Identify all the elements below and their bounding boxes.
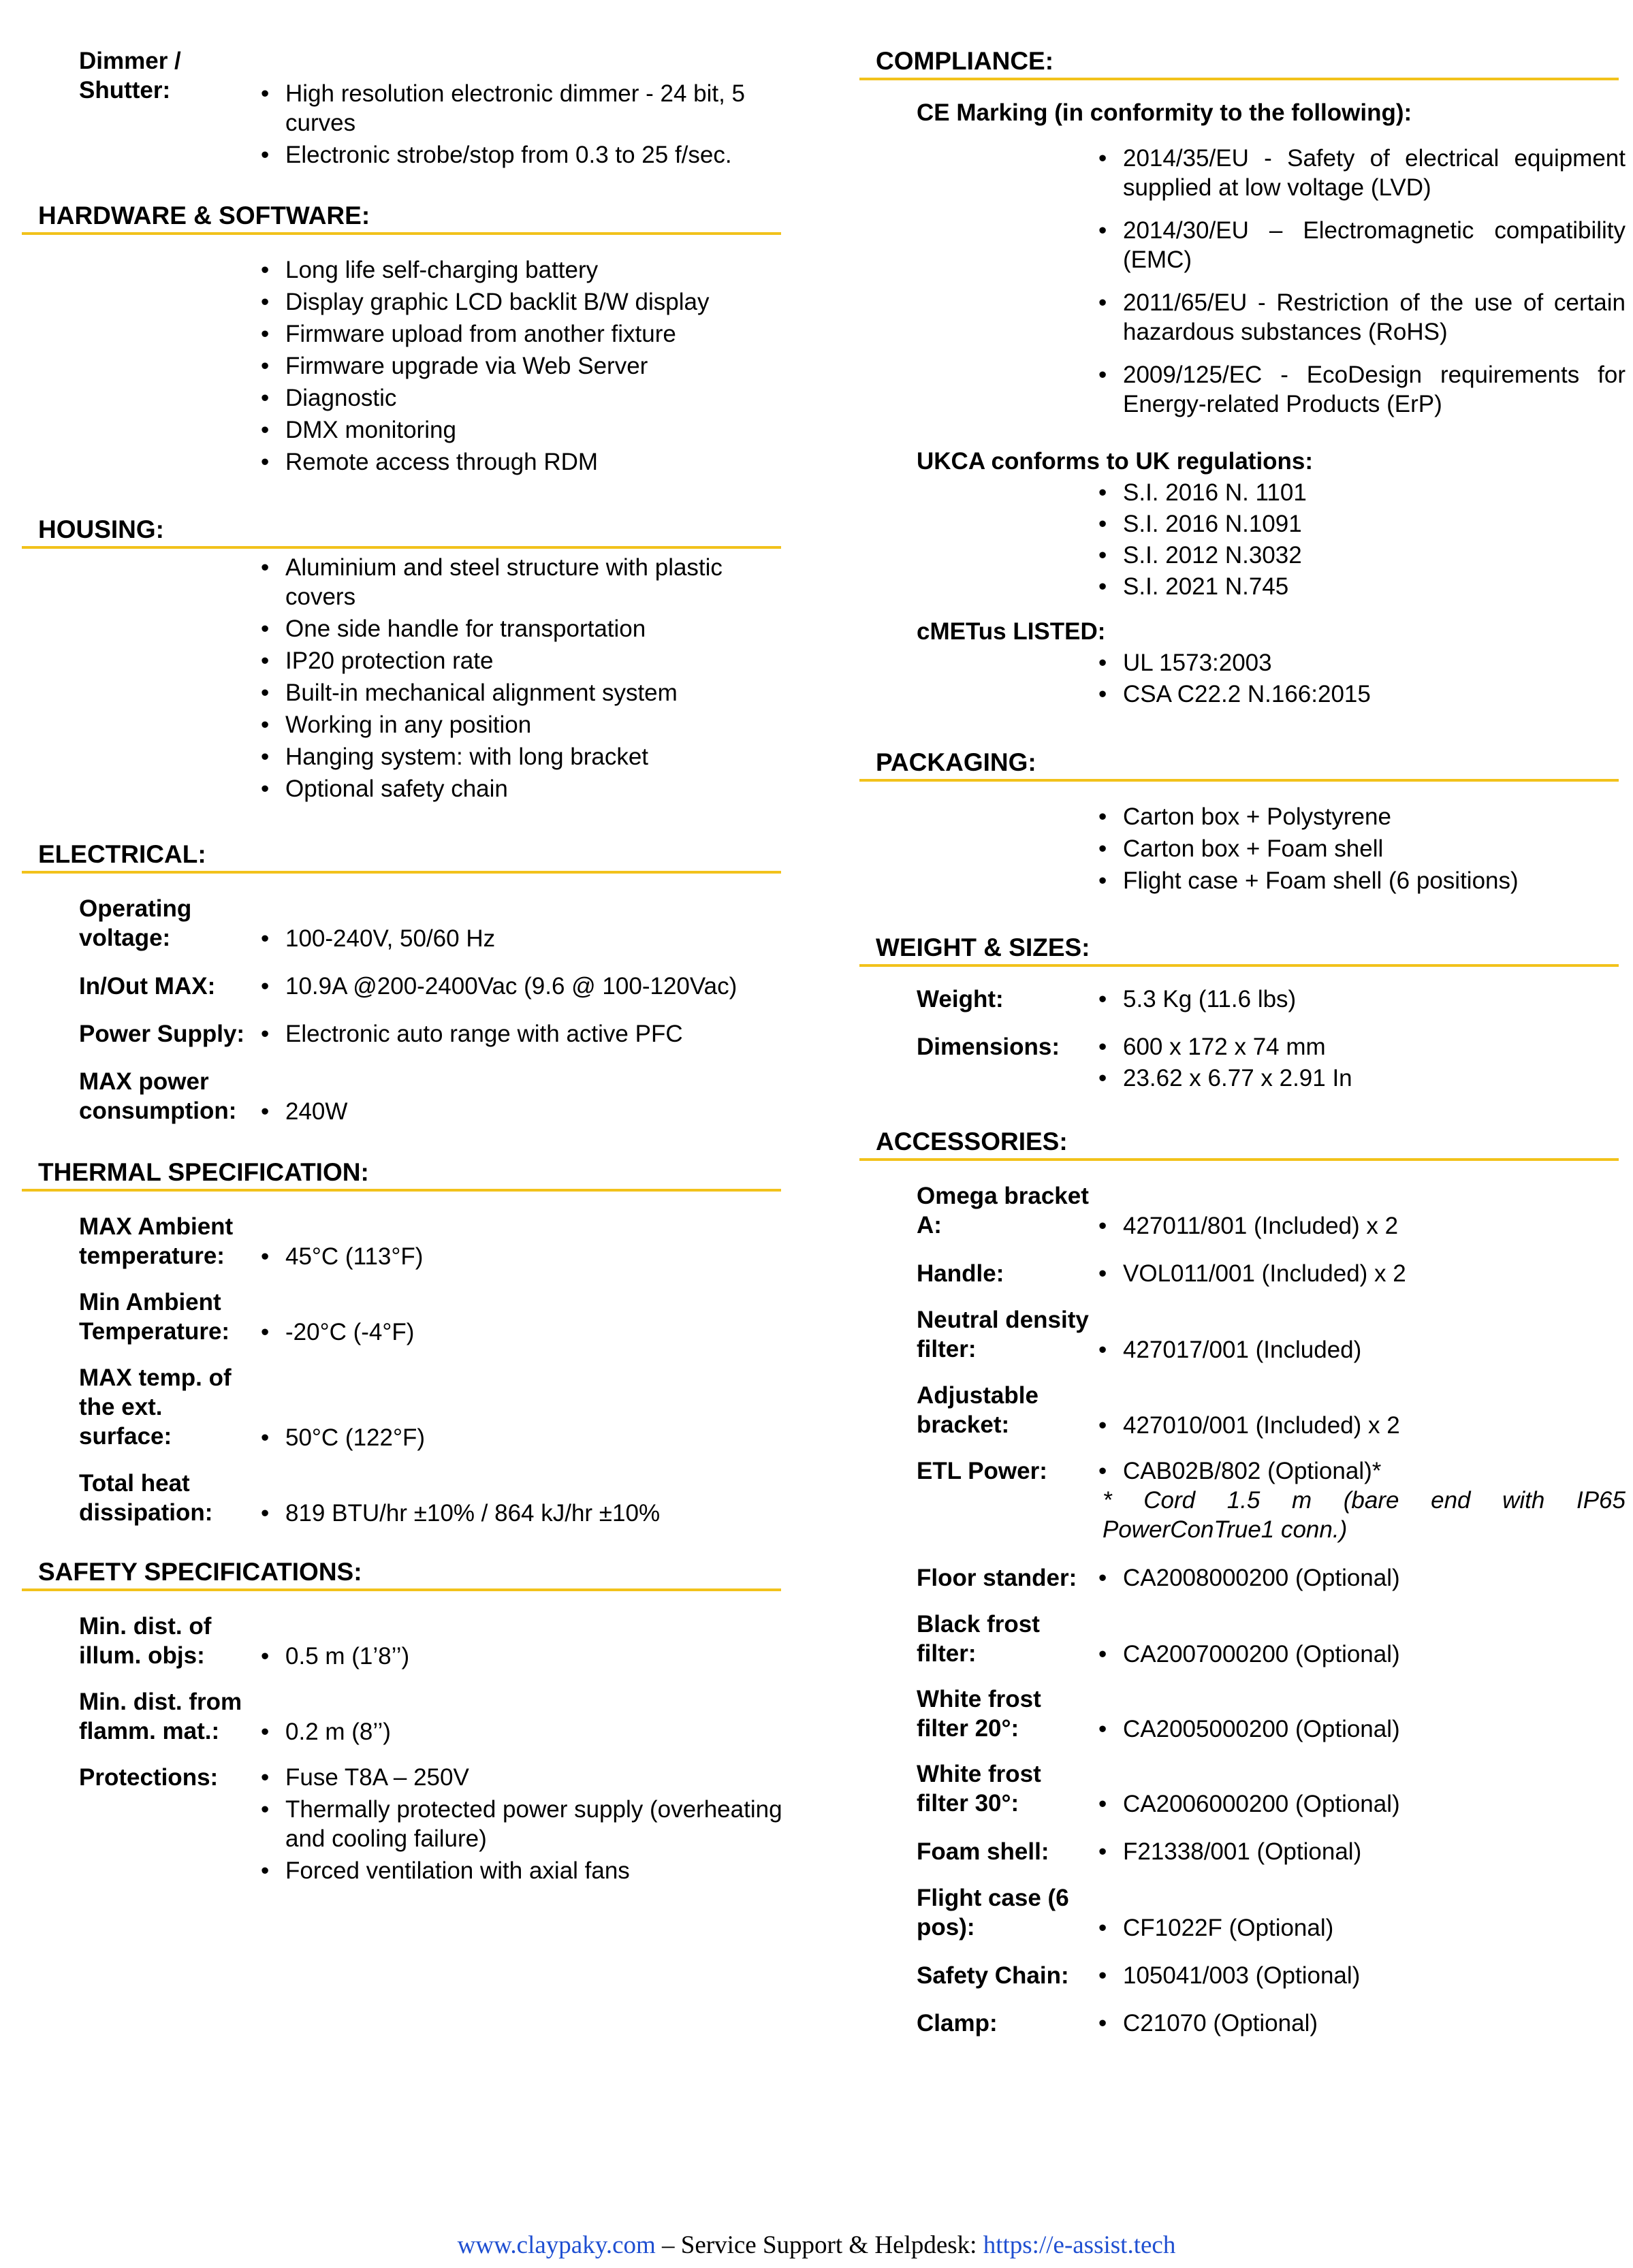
spec-value: • -20°C (-4°F) bbox=[257, 1317, 788, 1347]
dimmer-label: Dimmer / Shutter: bbox=[79, 48, 181, 103]
list-item: • Flight case + Foam shell (6 positions) bbox=[1094, 866, 1626, 895]
electrical-heading: ELECTRICAL: bbox=[22, 840, 781, 874]
accessories-section bbox=[859, 1127, 1626, 2037]
spec-label: Power Supply: bbox=[79, 1021, 245, 1047]
weight-section bbox=[859, 933, 1619, 1091]
spec-label: Min Ambient Temperature: bbox=[79, 1289, 230, 1345]
spec-label: Black frost filter: bbox=[917, 1611, 1040, 1667]
safety-heading: SAFETY SPECIFICATIONS: bbox=[22, 1557, 781, 1591]
spec-label: Omega bracket A: bbox=[917, 1183, 1089, 1239]
spec-value: • 0.5 m (1’8’’) bbox=[257, 1642, 788, 1671]
spec-value: • 427010/001 (Included) x 2 bbox=[1094, 1411, 1626, 1440]
packaging-section bbox=[859, 748, 1619, 894]
list-item: • DMX monitoring bbox=[257, 415, 788, 445]
ce-label: CE Marking (in conformity to the following): bbox=[917, 99, 1412, 126]
packaging-items bbox=[1094, 802, 1626, 898]
protections-label: Protections: bbox=[79, 1764, 219, 1791]
list-item: • Electronic strobe/stop from 0.3 to 25 f/sec. bbox=[257, 140, 788, 170]
list-item: • Built-in mechanical alignment system bbox=[257, 678, 788, 707]
dimmer-items bbox=[257, 79, 788, 172]
list-item: • One side handle for transportation bbox=[257, 614, 788, 643]
ce-items bbox=[1094, 144, 1626, 421]
spec-label: Safety Chain: bbox=[917, 1962, 1069, 1989]
list-item: • Working in any position bbox=[257, 710, 788, 739]
spec-value: • VOL011/001 (Included) x 2 bbox=[1094, 1259, 1626, 1288]
spec-value: • 105041/003 (Optional) bbox=[1094, 1961, 1626, 1990]
spec-label: Flight case (6 pos): bbox=[917, 1885, 1069, 1940]
hardware-heading: HARDWARE & SOFTWARE: bbox=[22, 201, 781, 235]
spec-label: Min. dist. from flamm. mat.: bbox=[79, 1689, 242, 1744]
spec-value: • CA2007000200 (Optional) bbox=[1094, 1640, 1626, 1669]
weight-heading: WEIGHT & SIZES: bbox=[859, 933, 1619, 967]
hardware-section bbox=[22, 201, 781, 475]
cmet-items bbox=[1094, 648, 1626, 712]
list-item: • 2009/125/EC - EcoDesign requirements for Energy-related Products (ErP) bbox=[1094, 360, 1626, 419]
list-item: • Remote access through RDM bbox=[257, 447, 788, 477]
list-item: • Optional safety chain bbox=[257, 774, 788, 803]
spec-value: • 240W bbox=[257, 1097, 788, 1126]
list-item: • Display graphic LCD backlit B/W display bbox=[257, 287, 788, 317]
list-item: • S.I. 2016 N.1091 bbox=[1094, 509, 1626, 539]
spec-label: Adjustable bracket: bbox=[917, 1382, 1039, 1438]
spec-value: • CA2006000200 (Optional) bbox=[1094, 1789, 1626, 1819]
cmet-label: cMETus LISTED: bbox=[917, 618, 1106, 645]
spec-value: • 600 x 172 x 74 mm bbox=[1094, 1032, 1626, 1061]
list-item: • Firmware upload from another fixture bbox=[257, 319, 788, 349]
spec-label: White frost filter 20°: bbox=[917, 1686, 1041, 1742]
list-item: • Carton box + Foam shell bbox=[1094, 834, 1626, 863]
spec-label: Handle: bbox=[917, 1260, 1004, 1287]
list-item: • UL 1573:2003 bbox=[1094, 648, 1626, 677]
etl-note: * Cord 1.5 m (bare end with IP65 PowerConTrue1 conn.) bbox=[1103, 1487, 1626, 1543]
spec-label: Neutral density filter: bbox=[917, 1307, 1089, 1362]
spec-value: • Electronic auto range with active PFC bbox=[257, 1019, 788, 1049]
spec-value: • 23.62 x 6.77 x 2.91 In bbox=[1094, 1064, 1626, 1093]
spec-value: • 100-240V, 50/60 Hz bbox=[257, 924, 788, 953]
helpdesk-link[interactable]: https://e-assist.tech bbox=[983, 2231, 1176, 2259]
list-item: • High resolution electronic dimmer - 24 bit, 5 curves bbox=[257, 79, 788, 138]
compliance-section bbox=[859, 46, 1626, 707]
spec-value: • 10.9A @200-2400Vac (9.6 @ 100-120Vac) bbox=[257, 972, 788, 1001]
spec-label: Weight: bbox=[917, 986, 1004, 1012]
spec-label: Total heat dissipation: bbox=[79, 1470, 213, 1526]
list-item: • S.I. 2021 N.745 bbox=[1094, 572, 1626, 601]
compliance-heading: COMPLIANCE: bbox=[859, 46, 1619, 80]
spec-value: • CAB02B/802 (Optional)* bbox=[1094, 1456, 1626, 1486]
spec-label: Floor stander: bbox=[917, 1565, 1077, 1591]
safety-section bbox=[22, 1557, 782, 1884]
list-item: • Forced ventilation with axial fans bbox=[257, 1856, 788, 1885]
spec-label: Dimensions: bbox=[917, 1034, 1060, 1060]
spec-label: Foam shell: bbox=[917, 1838, 1049, 1865]
hardware-items bbox=[257, 255, 788, 479]
spec-value: • F21338/001 (Optional) bbox=[1094, 1837, 1626, 1866]
list-item: • Diagnostic bbox=[257, 383, 788, 413]
list-item: • Firmware upgrade via Web Server bbox=[257, 351, 788, 381]
spec-value: • 0.2 m (8’’) bbox=[257, 1717, 788, 1746]
list-item: • S.I. 2016 N. 1101 bbox=[1094, 478, 1626, 507]
page-footer bbox=[0, 2231, 1633, 2261]
list-item: • 2014/35/EU - Safety of electrical equipment supplied at low voltage (LVD) bbox=[1094, 144, 1626, 202]
spec-label: In/Out MAX: bbox=[79, 973, 216, 1000]
list-item: • S.I. 2012 N.3032 bbox=[1094, 541, 1626, 570]
protections-items bbox=[257, 1763, 788, 1888]
ukca-items bbox=[1094, 478, 1626, 604]
spec-value: • CF1022F (Optional) bbox=[1094, 1913, 1626, 1943]
list-item: • 2014/30/EU – Electromagnetic compatibility (EMC) bbox=[1094, 216, 1626, 274]
spec-value: • C21070 (Optional) bbox=[1094, 2009, 1626, 2038]
spec-label: MAX Ambient temperature: bbox=[79, 1213, 234, 1269]
spec-label: Clamp: bbox=[917, 2010, 998, 2037]
website-link[interactable]: www.claypaky.com bbox=[457, 2231, 656, 2259]
list-item: • Aluminium and steel structure with plastic covers bbox=[257, 553, 788, 611]
list-item: • CSA C22.2 N.166:2015 bbox=[1094, 680, 1626, 709]
list-item: • Fuse T8A – 250V bbox=[257, 1763, 788, 1792]
spec-value: • 427011/801 (Included) x 2 bbox=[1094, 1211, 1626, 1241]
housing-section bbox=[22, 515, 781, 802]
accessories-heading: ACCESSORIES: bbox=[859, 1127, 1619, 1161]
spec-value: • 45°C (113°F) bbox=[257, 1242, 788, 1271]
ukca-label: UKCA conforms to UK regulations: bbox=[917, 448, 1314, 475]
thermal-heading: THERMAL SPECIFICATION: bbox=[22, 1157, 781, 1192]
spec-value: • 5.3 Kg (11.6 lbs) bbox=[1094, 985, 1626, 1014]
spec-label: MAX temp. of the ext. surface: bbox=[79, 1364, 232, 1450]
spec-label: MAX power consumption: bbox=[79, 1068, 237, 1124]
list-item: • Carton box + Polystyrene bbox=[1094, 802, 1626, 831]
spec-value: • 427017/001 (Included) bbox=[1094, 1335, 1626, 1364]
thermal-section bbox=[22, 1157, 781, 1527]
list-item: • Long life self-charging battery bbox=[257, 255, 788, 285]
housing-heading: HOUSING: bbox=[22, 515, 781, 549]
spec-value: • 819 BTU/hr ±10% / 864 kJ/hr ±10% bbox=[257, 1499, 788, 1528]
spec-label: Min. dist. of illum. objs: bbox=[79, 1613, 212, 1669]
spec-label: White frost filter 30°: bbox=[917, 1761, 1041, 1817]
spec-value: • CA2005000200 (Optional) bbox=[1094, 1714, 1626, 1744]
spec-value: • 50°C (122°F) bbox=[257, 1423, 788, 1452]
packaging-heading: PACKAGING: bbox=[859, 748, 1619, 782]
spec-label: Operating voltage: bbox=[79, 895, 192, 951]
spec-label: ETL Power: bbox=[917, 1458, 1047, 1484]
list-item: • IP20 protection rate bbox=[257, 646, 788, 675]
footer-text: – Service Support & Helpdesk: bbox=[655, 2231, 983, 2259]
housing-items bbox=[257, 553, 788, 806]
spec-value: • CA2008000200 (Optional) bbox=[1094, 1563, 1626, 1593]
list-item: • Hanging system: with long bracket bbox=[257, 742, 788, 771]
list-item: • Thermally protected power supply (overheating and cooling failure) bbox=[257, 1795, 788, 1853]
electrical-section bbox=[22, 840, 781, 1125]
list-item: • 2011/65/EU - Restriction of the use of certain hazardous substances (RoHS) bbox=[1094, 288, 1626, 347]
